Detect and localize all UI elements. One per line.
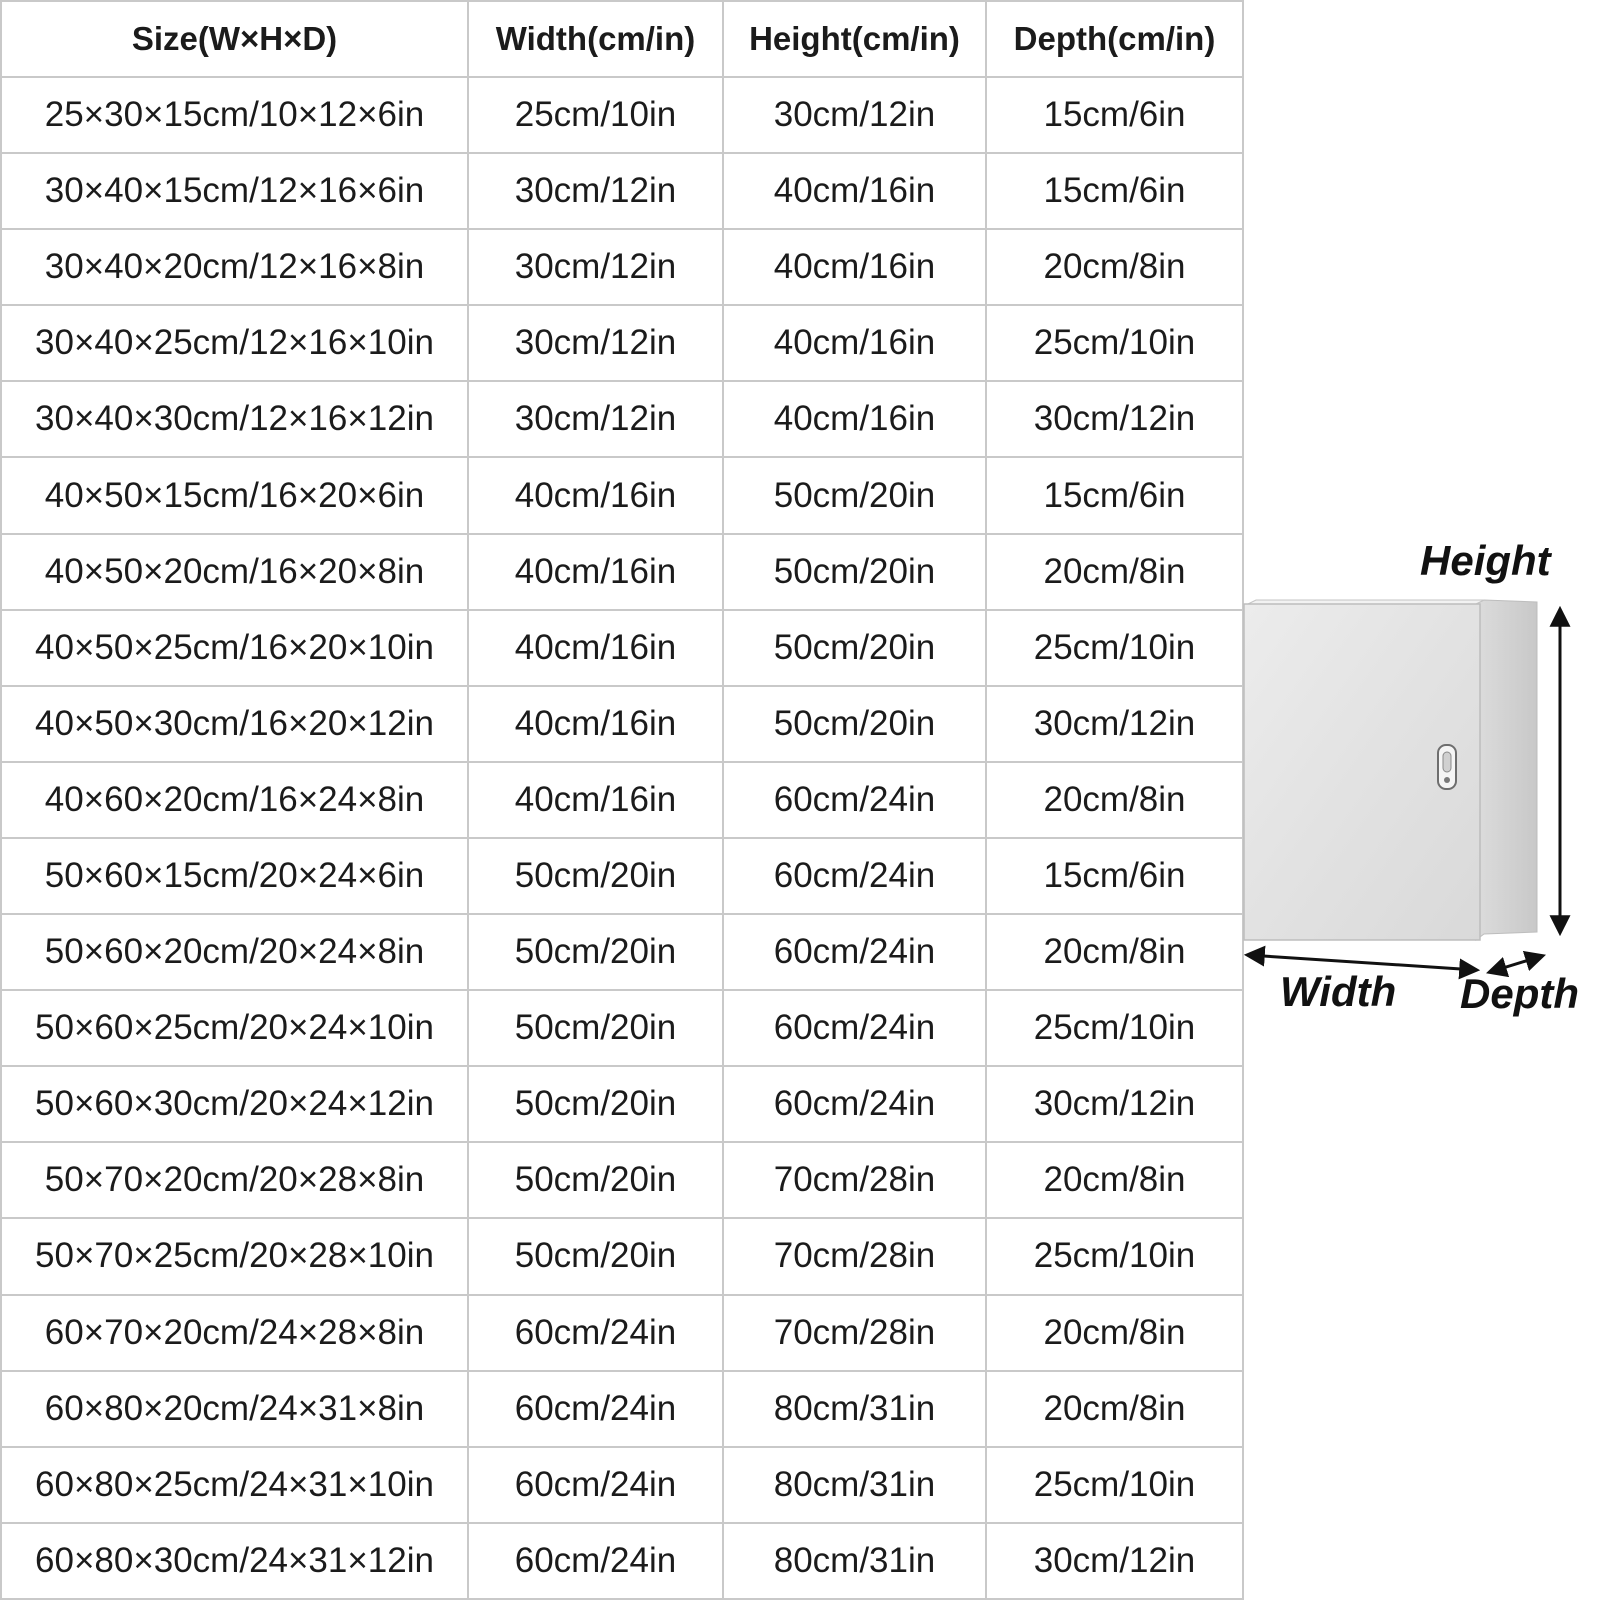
table-row (1, 1142, 1243, 1218)
cell-height: 60cm/24in (723, 1066, 986, 1142)
table-row (1, 1371, 1243, 1447)
header-depth: Depth(cm/in) (986, 1, 1243, 77)
cell-depth: 20cm/8in (986, 914, 1243, 990)
table-row (1, 1066, 1243, 1142)
cell-width: 60cm/24in (468, 1371, 723, 1447)
cell-width: 40cm/16in (468, 534, 723, 610)
cell-height: 70cm/28in (723, 1218, 986, 1294)
cell-height: 80cm/31in (723, 1447, 986, 1523)
table-row (1, 686, 1243, 762)
cell-size: 30×40×20cm/12×16×8in (1, 229, 468, 305)
cell-width: 60cm/24in (468, 1523, 723, 1599)
table-row (1, 1218, 1243, 1294)
table-body (1, 77, 1243, 1599)
cell-width: 50cm/20in (468, 990, 723, 1066)
table-row (1, 534, 1243, 610)
cell-width: 60cm/24in (468, 1447, 723, 1523)
cell-height: 40cm/16in (723, 381, 986, 457)
cell-size: 50×60×30cm/20×24×12in (1, 1066, 468, 1142)
cell-width: 30cm/12in (468, 229, 723, 305)
depth-label: Depth (1460, 970, 1579, 1017)
table-row (1, 762, 1243, 838)
cell-size: 50×60×20cm/20×24×8in (1, 914, 468, 990)
cell-size: 40×50×15cm/16×20×6in (1, 457, 468, 533)
cell-width: 25cm/10in (468, 77, 723, 153)
height-label: Height (1420, 540, 1551, 584)
table-row (1, 1295, 1243, 1371)
header-width: Width(cm/in) (468, 1, 723, 77)
cell-depth: 15cm/6in (986, 153, 1243, 229)
cell-width: 40cm/16in (468, 457, 723, 533)
cell-depth: 25cm/10in (986, 990, 1243, 1066)
cell-depth: 25cm/10in (986, 1447, 1243, 1523)
cell-size: 50×70×25cm/20×28×10in (1, 1218, 468, 1294)
cell-depth: 30cm/12in (986, 1066, 1243, 1142)
header-height: Height(cm/in) (723, 1, 986, 77)
cell-depth: 20cm/8in (986, 762, 1243, 838)
cell-height: 60cm/24in (723, 838, 986, 914)
table-row (1, 77, 1243, 153)
cell-height: 80cm/31in (723, 1371, 986, 1447)
cell-size: 40×50×20cm/16×20×8in (1, 534, 468, 610)
cell-depth: 20cm/8in (986, 534, 1243, 610)
cell-width: 40cm/16in (468, 686, 723, 762)
table-row (1, 229, 1243, 305)
cell-size: 30×40×30cm/12×16×12in (1, 381, 468, 457)
cell-size: 60×80×30cm/24×31×12in (1, 1523, 468, 1599)
cell-depth: 25cm/10in (986, 1218, 1243, 1294)
cell-height: 60cm/24in (723, 990, 986, 1066)
cell-depth: 30cm/12in (986, 1523, 1243, 1599)
cell-width: 30cm/12in (468, 305, 723, 381)
table-row (1, 457, 1243, 533)
table-row (1, 1523, 1243, 1599)
cell-depth: 20cm/8in (986, 1142, 1243, 1218)
cell-size: 60×80×20cm/24×31×8in (1, 1371, 468, 1447)
cell-depth: 25cm/10in (986, 610, 1243, 686)
cell-depth: 20cm/8in (986, 1371, 1243, 1447)
table-row (1, 1447, 1243, 1523)
cell-size: 40×50×25cm/16×20×10in (1, 610, 468, 686)
cell-size: 25×30×15cm/10×12×6in (1, 77, 468, 153)
cell-size: 60×80×25cm/24×31×10in (1, 1447, 468, 1523)
table-row (1, 381, 1243, 457)
header-size: Size(W×H×D) (1, 1, 468, 77)
cell-depth: 15cm/6in (986, 457, 1243, 533)
cell-height: 50cm/20in (723, 686, 986, 762)
cell-width: 40cm/16in (468, 610, 723, 686)
cell-height: 70cm/28in (723, 1295, 986, 1371)
cell-height: 50cm/20in (723, 610, 986, 686)
cell-height: 50cm/20in (723, 534, 986, 610)
cell-height: 70cm/28in (723, 1142, 986, 1218)
cell-width: 50cm/20in (468, 914, 723, 990)
table-row (1, 610, 1243, 686)
cabinet-side (1476, 600, 1537, 940)
table-row (1, 153, 1243, 229)
width-label: Width (1280, 968, 1397, 1015)
cell-size: 50×70×20cm/20×28×8in (1, 1142, 468, 1218)
cell-size: 30×40×15cm/12×16×6in (1, 153, 468, 229)
cabinet-diagram-svg (1242, 540, 1600, 1020)
cell-depth: 25cm/10in (986, 305, 1243, 381)
cell-width: 30cm/12in (468, 153, 723, 229)
cell-depth: 30cm/12in (986, 381, 1243, 457)
header-row (1, 1, 1243, 77)
cell-size: 40×50×30cm/16×20×12in (1, 686, 468, 762)
cell-width: 30cm/12in (468, 381, 723, 457)
cell-height: 40cm/16in (723, 229, 986, 305)
cell-depth: 15cm/6in (986, 77, 1243, 153)
cell-width: 50cm/20in (468, 1066, 723, 1142)
cell-size: 50×60×25cm/20×24×10in (1, 990, 468, 1066)
cell-depth: 20cm/8in (986, 1295, 1243, 1371)
cell-height: 40cm/16in (723, 305, 986, 381)
cell-depth: 30cm/12in (986, 686, 1243, 762)
cell-height: 40cm/16in (723, 153, 986, 229)
cell-height: 60cm/24in (723, 914, 986, 990)
table-row (1, 990, 1243, 1066)
cell-size: 60×70×20cm/24×28×8in (1, 1295, 468, 1371)
table-row (1, 305, 1243, 381)
cabinet-diagram (1242, 540, 1600, 1020)
cell-size: 50×60×15cm/20×24×6in (1, 838, 468, 914)
cell-height: 50cm/20in (723, 457, 986, 533)
cell-width: 60cm/24in (468, 1295, 723, 1371)
cell-height: 60cm/24in (723, 762, 986, 838)
table-row (1, 838, 1243, 914)
table-row (1, 914, 1243, 990)
cell-height: 30cm/12in (723, 77, 986, 153)
cell-depth: 20cm/8in (986, 229, 1243, 305)
cell-width: 50cm/20in (468, 1142, 723, 1218)
cell-size: 30×40×25cm/12×16×10in (1, 305, 468, 381)
cell-size: 40×60×20cm/16×24×8in (1, 762, 468, 838)
cell-width: 40cm/16in (468, 762, 723, 838)
cell-width: 50cm/20in (468, 838, 723, 914)
cell-width: 50cm/20in (468, 1218, 723, 1294)
cell-depth: 15cm/6in (986, 838, 1243, 914)
cell-height: 80cm/31in (723, 1523, 986, 1599)
